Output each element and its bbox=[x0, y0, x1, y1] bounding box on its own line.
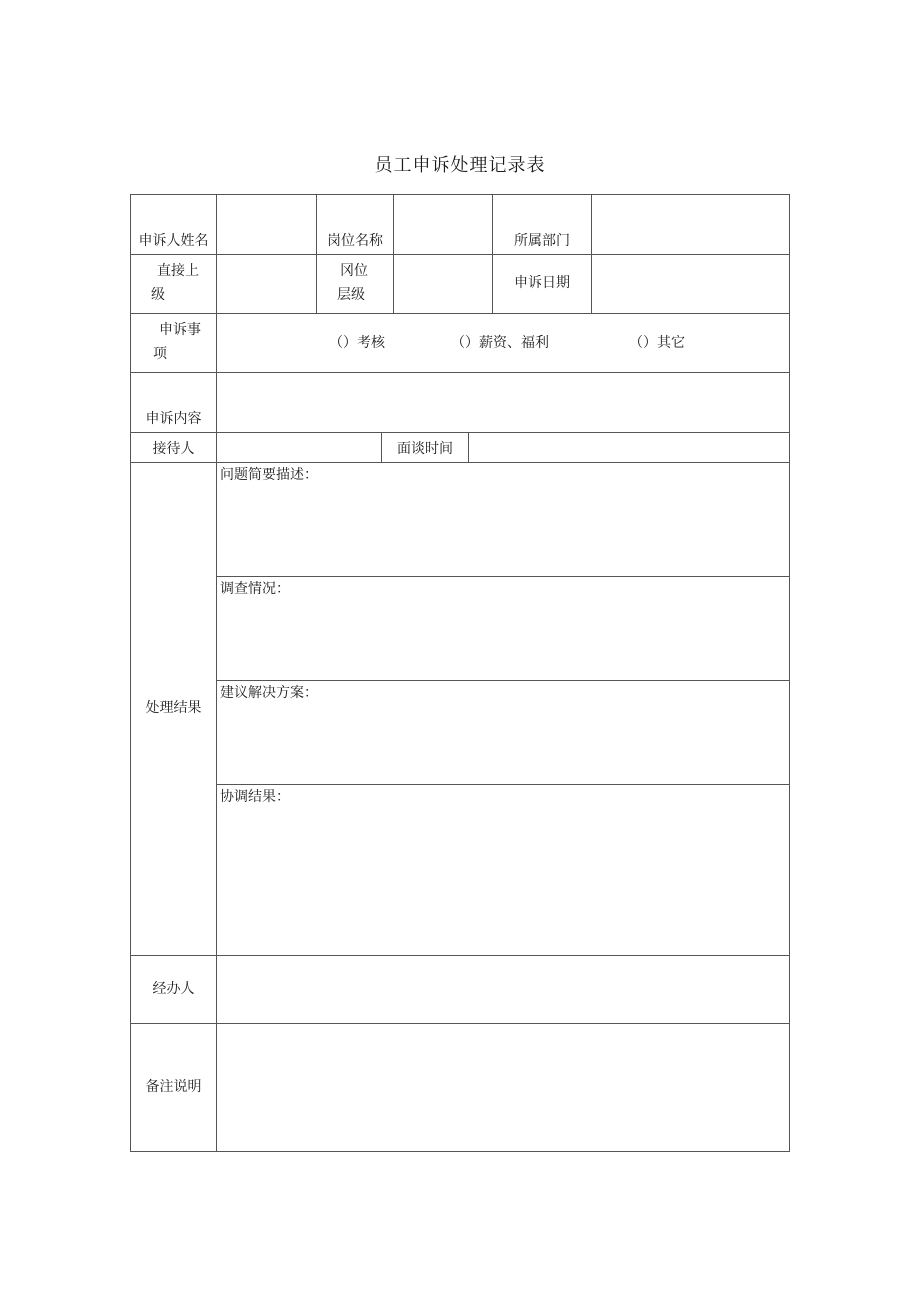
proposed-solution-field[interactable] bbox=[216, 680, 790, 785]
interview-time-field[interactable] bbox=[468, 432, 790, 463]
appeal-matter-label-line1: 申诉事 bbox=[159, 322, 201, 339]
receiver-label: 接待人 bbox=[130, 432, 217, 463]
supervisor-label bbox=[130, 254, 217, 314]
investigation-field[interactable] bbox=[216, 576, 790, 681]
option-assessment[interactable]: （）考核 bbox=[329, 335, 385, 351]
applicant-name-label: 申诉人姓名 bbox=[130, 194, 217, 255]
supervisor-label-line2: 级 bbox=[151, 287, 165, 303]
problem-description-field[interactable] bbox=[216, 462, 790, 577]
applicant-name-field[interactable] bbox=[216, 194, 317, 255]
department-label: 所属部门 bbox=[492, 194, 592, 255]
appeal-content-field[interactable] bbox=[216, 372, 790, 433]
appeal-matter-options bbox=[216, 313, 790, 373]
appeal-matter-label-line2: 项 bbox=[153, 346, 167, 362]
post-name-label: 岗位名称 bbox=[316, 194, 394, 255]
problem-description-label: 问题简要描述： bbox=[220, 467, 318, 483]
remarks-field[interactable] bbox=[216, 1023, 790, 1152]
investigation-label: 调查情况： bbox=[220, 581, 290, 597]
post-name-field[interactable] bbox=[393, 194, 493, 255]
remarks-label: 备注说明 bbox=[130, 1023, 217, 1152]
option-other[interactable]: （）其它 bbox=[629, 335, 685, 351]
handler-label: 经办人 bbox=[130, 955, 217, 1024]
post-level-label bbox=[316, 254, 394, 314]
form-title: 员工申诉处理记录表 bbox=[374, 155, 546, 176]
proposed-solution-label: 建议解决方案： bbox=[220, 685, 318, 701]
receiver-field[interactable] bbox=[216, 432, 382, 463]
supervisor-field[interactable] bbox=[216, 254, 317, 314]
interview-time-label: 面谈时间 bbox=[381, 432, 469, 463]
appeal-date-field[interactable] bbox=[591, 254, 790, 314]
supervisor-label-line1: 直接上 bbox=[157, 263, 199, 280]
department-field[interactable] bbox=[591, 194, 790, 255]
post-level-label-line1: 冈位 bbox=[340, 263, 368, 280]
post-level-field[interactable] bbox=[393, 254, 493, 314]
coordination-result-label: 协调结果： bbox=[220, 789, 290, 805]
appeal-content-label: 申诉内容 bbox=[130, 372, 217, 433]
appeal-date-label: 申诉日期 bbox=[492, 254, 592, 314]
post-level-label-line2: 层级 bbox=[337, 287, 365, 303]
handler-field[interactable] bbox=[216, 955, 790, 1024]
appeal-matter-label bbox=[130, 313, 217, 373]
processing-result-label: 处理结果 bbox=[130, 462, 217, 956]
option-salary-benefits[interactable]: （）薪资、福利 bbox=[451, 335, 549, 351]
coordination-result-field[interactable] bbox=[216, 784, 790, 956]
